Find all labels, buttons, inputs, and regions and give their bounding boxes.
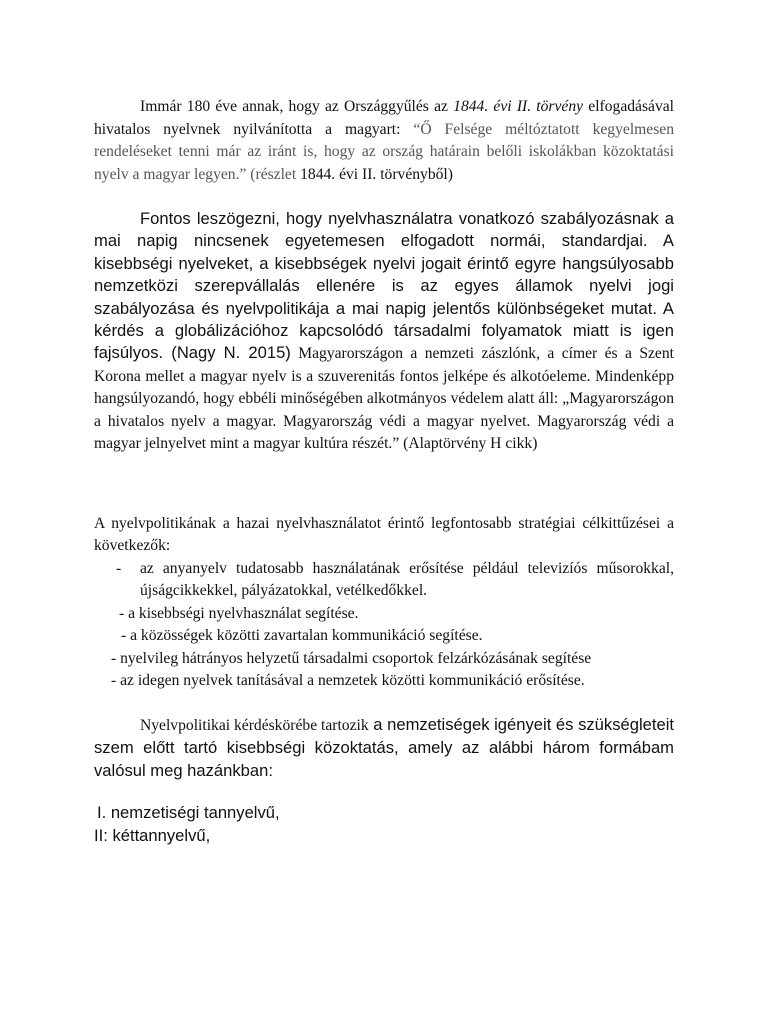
list-dash: -	[116, 559, 122, 577]
spacer	[94, 186, 674, 208]
paragraph-language-regulation	[94, 208, 674, 456]
spacer	[94, 782, 674, 802]
list-item-text: az anyanyelv tudatosabb használatának erősítése például televizíós műsorokkal, újságcikkekkel, pályázatokkal, vetélkedőkkel.	[140, 559, 674, 600]
p1-law-italic: 1844. évi II. törvény	[453, 98, 584, 115]
p2-serif-text: Magyarországon a nemzeti zászlónk, a címer és a Szent Korona mellet a magyar nyelv is a szuverenitás fontos jelképe és alkotóeleme. Mindenképp hangsúlyozandó, hogy ebbéli minőségében alkotmányos védelem alatt áll: „Magyarországon a hivatalos nyelv a magyar. Magyarország védi a magyar nyelvet. Magyarország védi a magyar jelnyelvet mint a magyar kultúra részét.” (Alaptörvény H cikk)	[94, 345, 674, 453]
form-item-2: II: kéttannyelvű,	[94, 825, 211, 845]
document-page	[94, 96, 674, 847]
list-item: - a közösségek közötti zavartalan kommunikáció segítése.	[121, 627, 483, 645]
list-item: - nyelvileg hátrányos helyzetű társadalmi csoportok felzárkózásának segítése	[111, 649, 592, 667]
list-item	[94, 558, 674, 603]
list-item: - az idegen nyelvek tanításával a nemzetek közötti kommunikáció erősítése.	[111, 672, 585, 690]
strategy-goal-list	[94, 558, 674, 693]
list-item: - a kisebbségi nyelvhasználat segítése.	[119, 604, 359, 622]
p1-quote: “Ő Felsége méltóztatott kegyelmesen rendeléseket tenni már az iránt is, hogy az ország határain belőli iskolákban közoktatási nyelv a magyar legyen.” (részlet	[94, 120, 674, 183]
p4-sans-text: a nemzetiségek igényeit és szükségleteit szem előtt tartó kisebbségi közoktatás, amely az alábbi három formábam valósul meg hazánkban:	[94, 714, 674, 780]
p2-sans-text: Fontos leszögezni, hogy nyelvhasználatra vonatkozó szabályozásnak a mai napig nincsenek egyetemesen elfogadott normái, standardjai. A kisebbségi nyelveket, a kisebbségek nyelvi jogait érintő egyre hangsúlyosabb nemzetközi szerepvállalás ellenére is az egyes államok nyelvi jogi szabályozása és nyelvpolitikája a mai napig jelentős különbségeket mutat. A kérdés a globálizációhoz kapcsolódó társadalmi folyamatok miatt is igen fajsúlyos. (Nagy N. 2015)	[94, 209, 674, 363]
spacer	[94, 456, 674, 513]
form-item-1: I. nemzetiségi tannyelvű,	[97, 803, 280, 823]
p1-part1: Immár 180 éve annak, hogy az Országgyűlés az	[140, 98, 454, 115]
p4-serif-text: Nyelvpolitikai kérdéskörébe tartozik	[140, 716, 369, 734]
spacer	[94, 693, 674, 714]
p1-part2: elfogadásával hivatalos nyelvnek nyilvánította a magyart:	[94, 98, 675, 138]
paragraph-minority-education	[94, 714, 674, 782]
p1-part3: 1844. évi II. törvényből)	[300, 165, 453, 183]
paragraph-strategy-intro: A nyelvpolitikának a hazai nyelvhasználatot érintő legfontosabb stratégiai célkittűzései a következők:	[94, 514, 674, 555]
paragraph-1844-law	[94, 96, 674, 186]
